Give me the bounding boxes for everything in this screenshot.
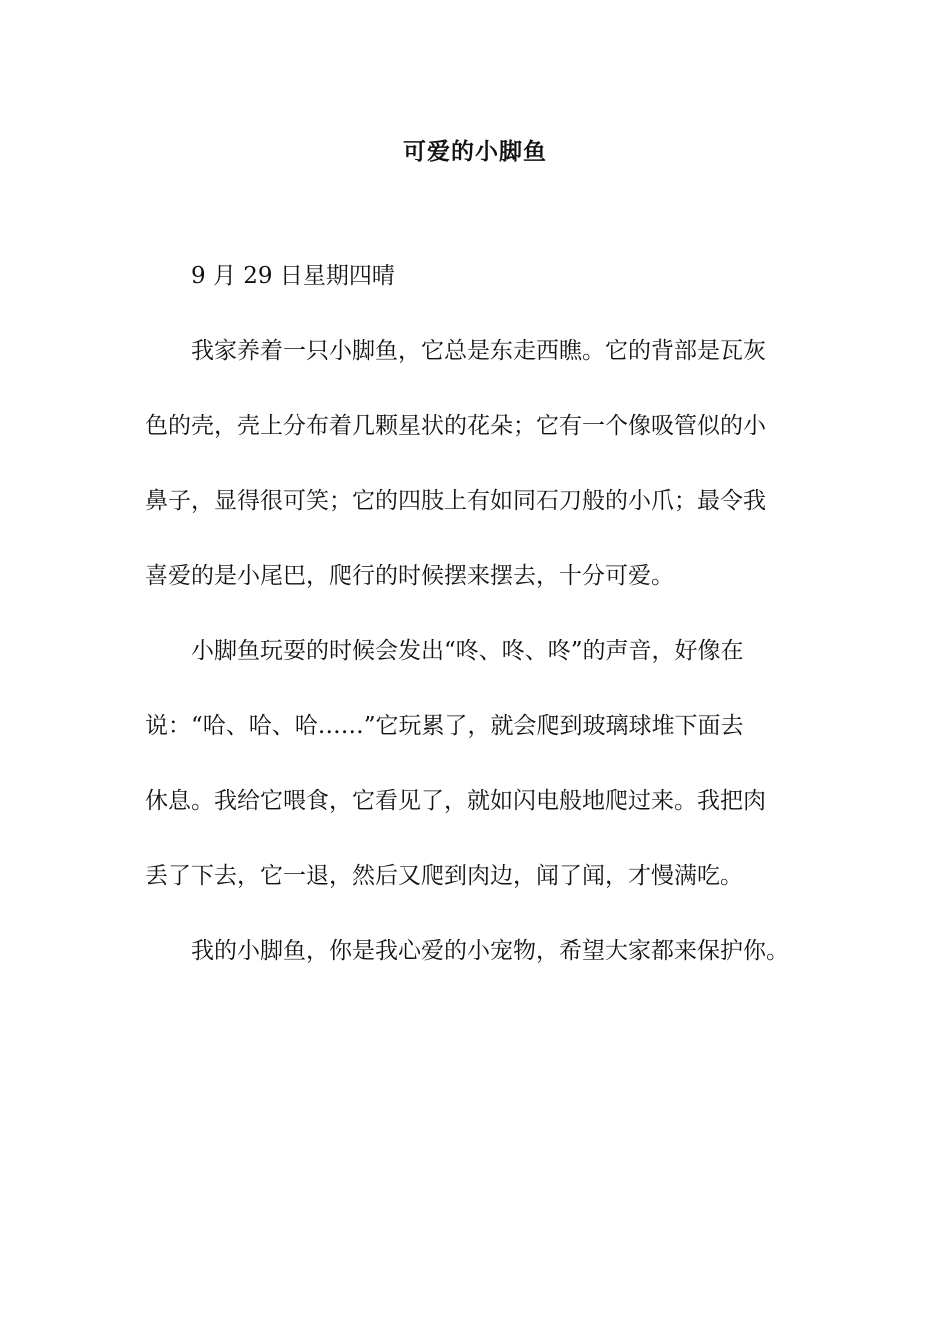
paragraph-line: 我家养着一只小脚鱼，它总是东走西瞧。它的背部是瓦灰 — [191, 338, 766, 364]
paragraph-line: 说：“哈、哈、哈……”它玩累了，就会爬到玻璃球堆下面去 — [145, 713, 744, 739]
paragraph-line: 丢了下去，它一退，然后又爬到肉边，闻了闻，才慢满吃。 — [145, 863, 743, 889]
document-body — [145, 257, 807, 970]
paragraph-line: 休息。我给它喂食，它看见了，就如闪电般地爬过来。我把肉 — [145, 788, 766, 814]
paragraph-2 — [145, 632, 807, 895]
paragraph-line: 喜爱的是小尾巴，爬行的时候摆来摆去，十分可爱。 — [145, 563, 674, 589]
paragraph-line: 小脚鱼玩耍的时候会发出“咚、咚、咚”的声音，好像在 — [191, 638, 744, 664]
paragraph-1 — [145, 332, 807, 595]
paragraph-3 — [145, 932, 807, 970]
paragraph-line: 我的小脚鱼，你是我心爱的小宠物，希望大家都来保护你。 — [191, 938, 789, 964]
paragraph-line: 色的壳，壳上分布着几颗星状的花朵；它有一个像吸管似的小 — [145, 413, 766, 439]
date-line: 9 月 29 日星期四晴 — [191, 263, 395, 289]
paragraph-line: 鼻子，显得很可笑；它的四肢上有如同石刀般的小爪；最令我 — [145, 488, 766, 514]
document-title: 可爱的小脚鱼 — [403, 139, 547, 165]
